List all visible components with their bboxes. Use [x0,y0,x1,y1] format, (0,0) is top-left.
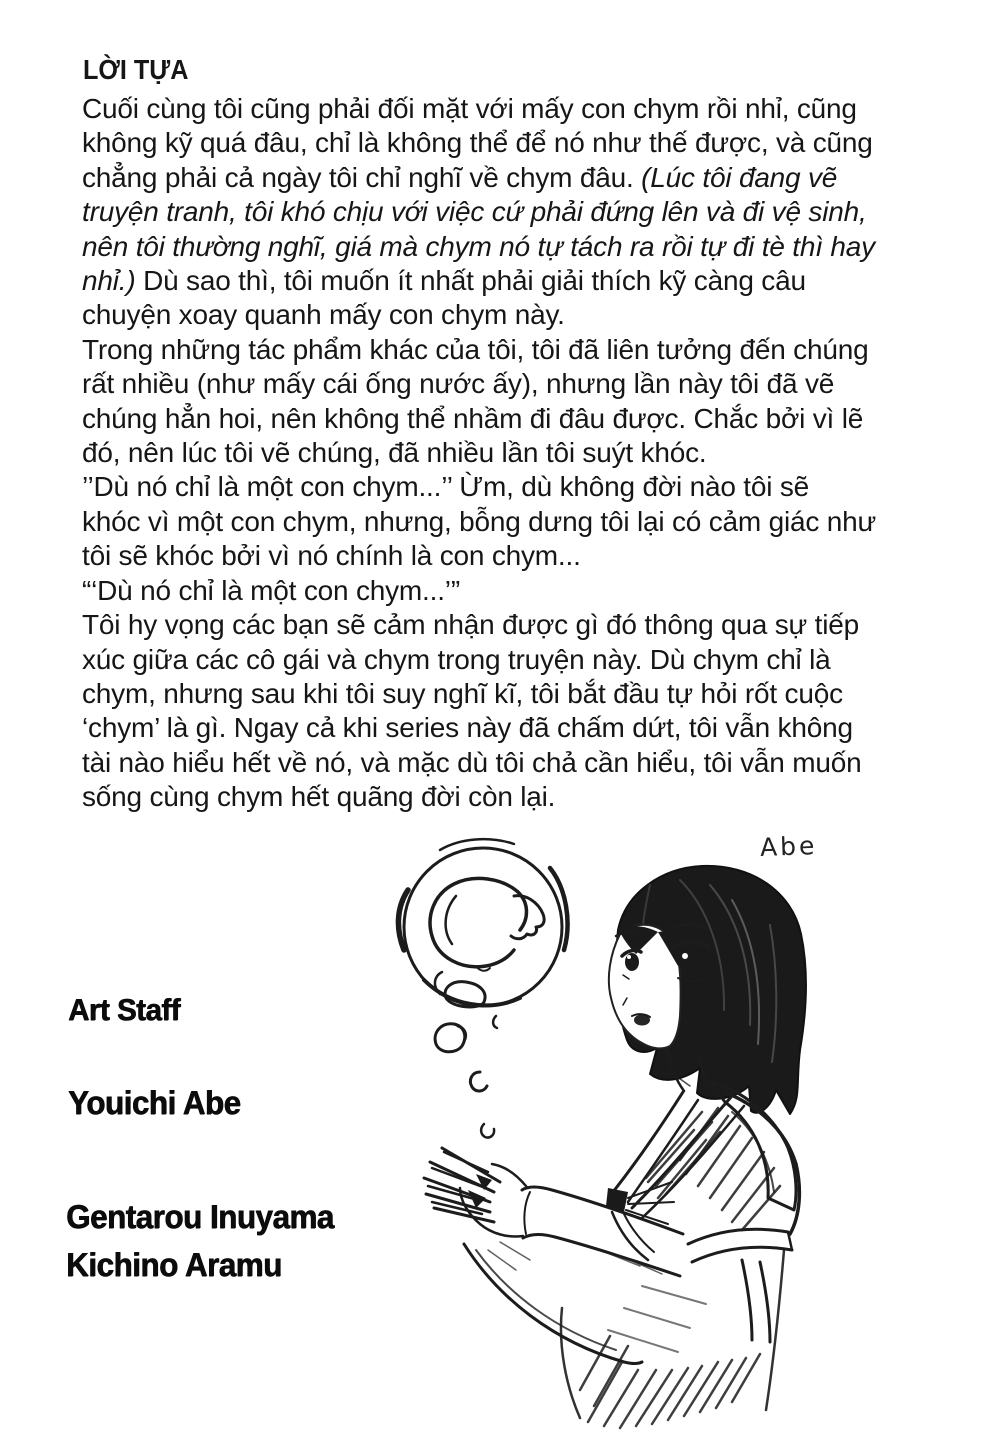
preface-line [82,677,962,711]
preface-segment: đó, nên lúc tôi vẽ chúng, đã nhiều lần tôi suýt khóc. [82,437,707,469]
preface-line [82,539,962,573]
thought-bubble-icon [398,839,567,1028]
tie-knot [606,1182,674,1260]
preface-line [82,126,962,160]
credit-name: Gentarou Inuyama [66,1198,334,1235]
preface-segment: khóc vì một con chym, nhưng, bỗng dưng tôi lại có cảm giác như [82,505,877,537]
preface-line [82,230,962,264]
preface-segment: ’’Dù nó chỉ là một con chym...’’ Ừm, dù không đời nào tôi sẽ [82,471,810,503]
preface-segment: sống cùng chym hết quãng đời còn lại. [82,781,556,813]
preface-segment: (Lúc tôi đang vẽ [641,161,838,193]
preface-segment: truyện tranh, tôi khó chịu với việc cứ phải đứng lên và đi vệ sinh, [82,196,867,228]
credit-name: Youichi Abe [68,1084,241,1121]
preface-line [82,780,962,814]
preface-line [82,333,962,367]
preface-line [82,195,962,229]
preface-line [82,574,962,608]
preface-line [82,470,962,504]
preface-segment: “‘Dù nó chỉ là một con chym...’” [82,574,460,606]
preface-segment: chẳng phải cả ngày tôi chỉ nghĩ về chym đâu. [82,161,642,193]
artist-signature: Abe [759,831,818,862]
preface-segment: chúng hẳn hoi, nên không thể nhầm đi đâu được. Chắc bởi vì lẽ [82,402,864,434]
preface-line [82,608,962,642]
bubble-trail-icon [435,1024,494,1138]
preface-line [82,264,962,298]
preface-segment: tôi sẽ khóc bởi vì nó chính là con chym... [82,540,581,572]
preface-segment: xúc giữa các cô gái và chym trong truyện này. Dù chym chỉ là [82,643,831,675]
preface-segment: không kỹ quá đâu, chỉ là không thể để nó như thế được, và cũng [82,127,873,159]
preface-title: LỜI TỰA [83,54,189,85]
preface-segment: Tôi hy vọng các bạn sẽ cảm nhận được gì đó thông qua sự tiếp [82,609,859,641]
preface-line [82,643,962,677]
preface-line [82,367,962,401]
preface-segment: nên tôi thường nghĩ, giá mà chym nó tự tách ra rồi tự đi tè thì hay [82,230,875,262]
preface-line [82,746,962,780]
preface-line [82,298,962,332]
preface-segment: chuyện xoay quanh mấy con chym này. [82,299,565,331]
preface-line [82,505,962,539]
preface-line [82,402,962,436]
preface-segment: ‘chym’ là gì. Ngay cả khi series này đã chấm dứt, tôi vẫn không [82,712,853,744]
preface-line [82,436,962,470]
preface-line [82,92,962,126]
preface-segment: tài nào hiểu hết về nó, và mặc dù tôi chả cần hiểu, tôi vẫn muốn [82,746,862,778]
preface-segment: chym, nhưng sau khi tôi suy nghĩ kĩ, tôi bắt đầu tự hỏi rốt cuộc [82,677,843,709]
preface-segment: rất nhiều (như mấy cái ống nước ấy), nhưng lần này tôi đã vẽ [82,368,835,400]
preface-line [82,711,962,745]
credit-name: Kichino Aramu [66,1246,282,1283]
preface-segment: nhỉ.) [82,265,136,297]
preface-line [82,161,962,195]
credits-heading: Art Staff [68,992,180,1027]
girl-sketch-illustration [380,830,980,1453]
preface-segment: Cuối cùng tôi cũng phải đối mặt với mấy con chym rồi nhỉ, cũng [82,93,857,124]
preface-segment: Trong những tác phẩm khác của tôi, tôi đã liên tưởng đến chúng [82,333,869,365]
preface-segment: Dù sao thì, tôi muốn ít nhất phải giải thích kỹ càng câu [135,265,806,297]
preface-body [82,92,962,815]
